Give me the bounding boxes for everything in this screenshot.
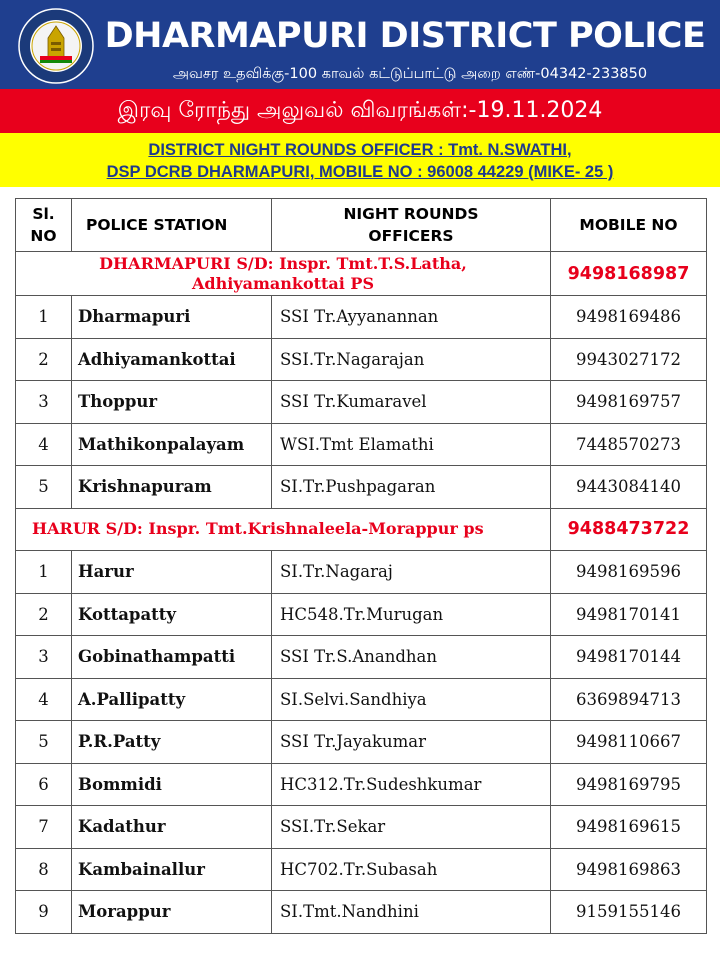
row-mobile: 6369894713 bbox=[551, 678, 707, 721]
row-mobile: 9498169795 bbox=[551, 763, 707, 806]
row-mobile: 9498169486 bbox=[551, 296, 707, 339]
row-station: Mathikonpalayam bbox=[72, 423, 272, 466]
row-number: 1 bbox=[16, 296, 72, 339]
table-row bbox=[16, 593, 707, 636]
row-station: Harur bbox=[72, 551, 272, 594]
table-row bbox=[16, 678, 707, 721]
row-number: 8 bbox=[16, 848, 72, 891]
table-row bbox=[16, 848, 707, 891]
header-police-station: POLICE STATION bbox=[72, 199, 272, 252]
subdivision-mobile: 9488473722 bbox=[551, 508, 707, 551]
table-row bbox=[16, 296, 707, 339]
night-rounds-date-banner: இரவு ரோந்து அலுவல் விவரங்கள்:-19.11.2024 bbox=[0, 89, 720, 133]
row-station: Kambainallur bbox=[72, 848, 272, 891]
header-mobile-no: MOBILE NO bbox=[551, 199, 707, 252]
row-mobile: 9498169757 bbox=[551, 381, 707, 424]
row-station: Kottapatty bbox=[72, 593, 272, 636]
tamilnadu-police-logo-icon bbox=[18, 8, 94, 84]
table-row bbox=[16, 381, 707, 424]
row-station: Morappur bbox=[72, 891, 272, 934]
row-number: 7 bbox=[16, 806, 72, 849]
table-row bbox=[16, 551, 707, 594]
row-number: 5 bbox=[16, 721, 72, 764]
row-officer: SSI.Tr.Sekar bbox=[272, 806, 551, 849]
header-sl-no: Sl. NO bbox=[16, 199, 72, 252]
row-officer: SI.Tr.Pushpagaran bbox=[272, 466, 551, 509]
row-officer: HC312.Tr.Sudeshkumar bbox=[272, 763, 551, 806]
row-station: Thoppur bbox=[72, 381, 272, 424]
night-rounds-table bbox=[15, 198, 707, 934]
table-row bbox=[16, 466, 707, 509]
row-officer: SSI Tr.Jayakumar bbox=[272, 721, 551, 764]
subdivision-label: HARUR S/D: Inspr. Tmt.Krishnaleela-Morappur ps bbox=[16, 508, 551, 551]
row-number: 2 bbox=[16, 338, 72, 381]
district-night-officer-banner bbox=[0, 133, 720, 187]
row-mobile: 9943027172 bbox=[551, 338, 707, 381]
district-officer-line-2: DSP DCRB DHARMAPURI, MOBILE NO : 96008 44229 (MIKE- 25 ) bbox=[106, 163, 614, 181]
row-officer: SI.Tmt.Nandhini bbox=[272, 891, 551, 934]
row-mobile: 9159155146 bbox=[551, 891, 707, 934]
row-number: 6 bbox=[16, 763, 72, 806]
row-number: 5 bbox=[16, 466, 72, 509]
page-header bbox=[0, 0, 720, 89]
row-mobile: 9498170141 bbox=[551, 593, 707, 636]
row-number: 3 bbox=[16, 636, 72, 679]
row-station: Bommidi bbox=[72, 763, 272, 806]
header-night-rounds-officers: NIGHT ROUNDS OFFICERS bbox=[272, 199, 551, 252]
table-row bbox=[16, 891, 707, 934]
row-station: Adhiyamankottai bbox=[72, 338, 272, 381]
row-number: 3 bbox=[16, 381, 72, 424]
row-mobile: 9498169863 bbox=[551, 848, 707, 891]
row-officer: SSI Tr.Kumaravel bbox=[272, 381, 551, 424]
table-header-row bbox=[16, 199, 707, 252]
row-mobile: 9498110667 bbox=[551, 721, 707, 764]
subdivision-mobile: 9498168987 bbox=[551, 252, 707, 296]
control-room-contact: அவசர உதவிக்கு-100 காவல் கட்டுப்பாட்டு அறை எண்-04342-233850 bbox=[172, 66, 648, 82]
row-number: 4 bbox=[16, 423, 72, 466]
table-row bbox=[16, 338, 707, 381]
row-station: Krishnapuram bbox=[72, 466, 272, 509]
table-row bbox=[16, 806, 707, 849]
row-station: Kadathur bbox=[72, 806, 272, 849]
subdivision-row-dharmapuri bbox=[16, 252, 707, 296]
row-station: P.R.Patty bbox=[72, 721, 272, 764]
row-number: 9 bbox=[16, 891, 72, 934]
row-number: 2 bbox=[16, 593, 72, 636]
table-row bbox=[16, 636, 707, 679]
row-station: Gobinathampatti bbox=[72, 636, 272, 679]
row-station: Dharmapuri bbox=[72, 296, 272, 339]
subdivision-row-harur bbox=[16, 508, 707, 551]
row-officer: HC548.Tr.Murugan bbox=[272, 593, 551, 636]
table-row bbox=[16, 763, 707, 806]
row-officer: SI.Selvi.Sandhiya bbox=[272, 678, 551, 721]
district-officer-line-1: DISTRICT NIGHT ROUNDS OFFICER : Tmt. N.SWATHI, bbox=[148, 141, 572, 159]
row-mobile: 9498169596 bbox=[551, 551, 707, 594]
row-officer: SSI.Tr.Nagarajan bbox=[272, 338, 551, 381]
table-row bbox=[16, 423, 707, 466]
subdivision-label: DHARMAPURI S/D: Inspr. Tmt.T.S.Latha, Adhiyamankottai PS bbox=[16, 252, 551, 296]
row-officer: HC702.Tr.Subasah bbox=[272, 848, 551, 891]
row-officer: SI.Tr.Nagaraj bbox=[272, 551, 551, 594]
row-number: 4 bbox=[16, 678, 72, 721]
row-mobile: 9498169615 bbox=[551, 806, 707, 849]
row-mobile: 9498170144 bbox=[551, 636, 707, 679]
row-number: 1 bbox=[16, 551, 72, 594]
row-officer: SSI Tr.Ayyanannan bbox=[272, 296, 551, 339]
row-mobile: 7448570273 bbox=[551, 423, 707, 466]
row-officer: SSI Tr.S.Anandhan bbox=[272, 636, 551, 679]
table-row bbox=[16, 721, 707, 764]
row-mobile: 9443084140 bbox=[551, 466, 707, 509]
row-station: A.Pallipatty bbox=[72, 678, 272, 721]
row-officer: WSI.Tmt Elamathi bbox=[272, 423, 551, 466]
page-title: DHARMAPURI DISTRICT POLICE bbox=[104, 16, 706, 56]
